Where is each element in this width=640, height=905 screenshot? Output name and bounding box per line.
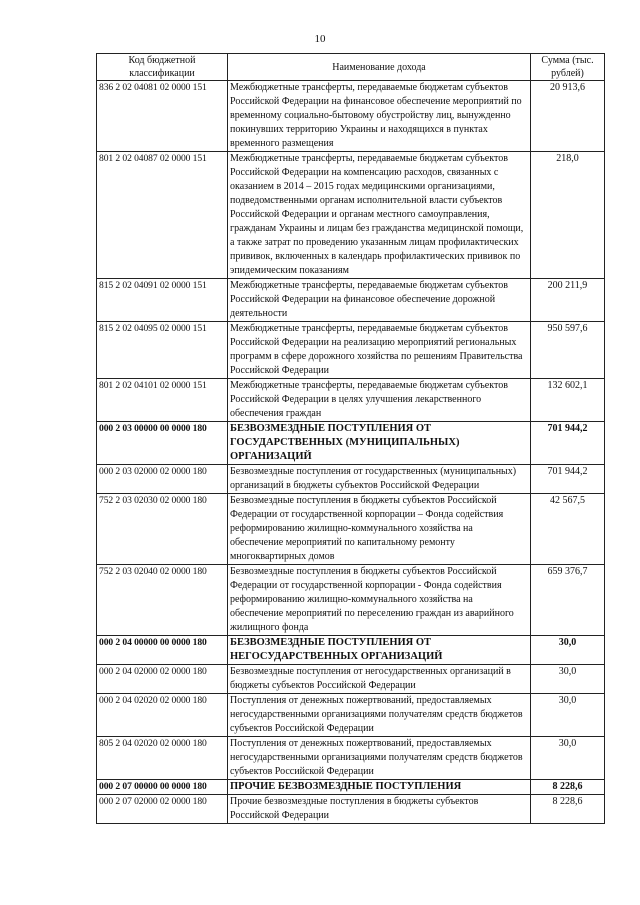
table-header-row xyxy=(97,54,605,81)
table-row xyxy=(97,465,605,494)
name-cell: Межбюджетные трансферты, передаваемые бюджетам субъектов Российской Федерации на реализацию мероприятий региональных программ в сфере дорожного хозяйства по решениям Правительства Российской Федерации xyxy=(228,322,531,379)
code-cell: 815 2 02 04091 02 0000 151 xyxy=(97,279,228,322)
sum-cell: 132 602,1 xyxy=(531,379,605,422)
code-cell: 752 2 03 02040 02 0000 180 xyxy=(97,565,228,636)
name-cell: Поступления от денежных пожертвований, предоставляемых негосударственными организациями получателям средств бюджетов субъектов Российской Федерации xyxy=(228,737,531,780)
sum-cell: 30,0 xyxy=(531,737,605,780)
code-cell: 815 2 02 04095 02 0000 151 xyxy=(97,322,228,379)
sum-cell: 659 376,7 xyxy=(531,565,605,636)
code-cell: 000 2 04 02000 02 0000 180 xyxy=(97,665,228,694)
code-cell: 801 2 02 04101 02 0000 151 xyxy=(97,379,228,422)
name-cell: Безвозмездные поступления от негосударственных организаций в бюджеты субъектов Российской Федерации xyxy=(228,665,531,694)
table-row xyxy=(97,152,605,279)
table-body xyxy=(97,81,605,824)
sum-cell: 42 567,5 xyxy=(531,494,605,565)
sum-cell: 701 944,2 xyxy=(531,422,605,465)
table-row xyxy=(97,422,605,465)
revenue-table xyxy=(96,53,605,824)
name-cell: Межбюджетные трансферты, передаваемые бюджетам субъектов Российской Федерации в целях улучшения лекарственного обеспечения граждан xyxy=(228,379,531,422)
header-code: Код бюджетной классификации xyxy=(97,54,228,81)
name-cell: ПРОЧИЕ БЕЗВОЗМЕЗДНЫЕ ПОСТУПЛЕНИЯ xyxy=(228,780,531,795)
table-row xyxy=(97,636,605,665)
header-sum: Сумма (тыс. рублей) xyxy=(531,54,605,81)
sum-cell: 20 913,6 xyxy=(531,81,605,152)
code-cell: 000 2 04 02020 02 0000 180 xyxy=(97,694,228,737)
name-cell: Безвозмездные поступления в бюджеты субъектов Российской Федерации от государственной корпорации – Фонда содействия реформированию жилищно-коммунального хозяйства на обеспечение мероприятий по капитальному ремонту многоквартирных домов xyxy=(228,494,531,565)
table-row xyxy=(97,780,605,795)
table-row xyxy=(97,694,605,737)
sum-cell: 200 211,9 xyxy=(531,279,605,322)
name-cell: Межбюджетные трансферты, передаваемые бюджетам субъектов Российской Федерации на финансовое обеспечение дорожной деятельности xyxy=(228,279,531,322)
table-row xyxy=(97,737,605,780)
code-cell: 000 2 04 00000 00 0000 180 xyxy=(97,636,228,665)
table-row xyxy=(97,379,605,422)
code-cell: 000 2 07 02000 02 0000 180 xyxy=(97,795,228,824)
table-row xyxy=(97,665,605,694)
sum-cell: 701 944,2 xyxy=(531,465,605,494)
name-cell: БЕЗВОЗМЕЗДНЫЕ ПОСТУПЛЕНИЯ ОТ НЕГОСУДАРСТВЕННЫХ ОРГАНИЗАЦИЙ xyxy=(228,636,531,665)
code-cell: 836 2 02 04081 02 0000 151 xyxy=(97,81,228,152)
sum-cell: 950 597,6 xyxy=(531,322,605,379)
table-row xyxy=(97,565,605,636)
name-cell: Поступления от денежных пожертвований, предоставляемых негосударственными организациями получателям средств бюджетов субъектов Российской Федерации xyxy=(228,694,531,737)
name-cell: Безвозмездные поступления в бюджеты субъектов Российской Федерации от государственной корпорации - Фонда содействия реформированию жилищно-коммунального хозяйства на обеспечение мероприятий по переселению граждан из аварийного жилищного фонда xyxy=(228,565,531,636)
code-cell: 000 2 07 00000 00 0000 180 xyxy=(97,780,228,795)
page-number: 10 xyxy=(314,33,326,45)
sum-cell: 8 228,6 xyxy=(531,780,605,795)
code-cell: 752 2 03 02030 02 0000 180 xyxy=(97,494,228,565)
name-cell: Прочие безвозмездные поступления в бюджеты субъектов Российской Федерации xyxy=(228,795,531,824)
table-row xyxy=(97,322,605,379)
sum-cell: 30,0 xyxy=(531,665,605,694)
code-cell: 000 2 03 02000 02 0000 180 xyxy=(97,465,228,494)
table-row xyxy=(97,494,605,565)
sum-cell: 30,0 xyxy=(531,694,605,737)
table-row xyxy=(97,795,605,824)
code-cell: 801 2 02 04087 02 0000 151 xyxy=(97,152,228,279)
header-name: Наименование дохода xyxy=(228,54,531,81)
code-cell: 805 2 04 02020 02 0000 180 xyxy=(97,737,228,780)
sum-cell: 8 228,6 xyxy=(531,795,605,824)
name-cell: Межбюджетные трансферты, передаваемые бюджетам субъектов Российской Федерации на финансовое обеспечение мероприятий по временному социально-бытовому обустройству лиц, вынужденно покинувших территорию Украины и находящихся в пунктах временного размещения xyxy=(228,81,531,152)
code-cell: 000 2 03 00000 00 0000 180 xyxy=(97,422,228,465)
table-row xyxy=(97,279,605,322)
sum-cell: 218,0 xyxy=(531,152,605,279)
name-cell: Безвозмездные поступления от государственных (муниципальных) организаций в бюджеты субъектов Российской Федерации xyxy=(228,465,531,494)
table-row xyxy=(97,81,605,152)
sum-cell: 30,0 xyxy=(531,636,605,665)
name-cell: БЕЗВОЗМЕЗДНЫЕ ПОСТУПЛЕНИЯ ОТ ГОСУДАРСТВЕННЫХ (МУНИЦИПАЛЬНЫХ) ОРГАНИЗАЦИЙ xyxy=(228,422,531,465)
name-cell: Межбюджетные трансферты, передаваемые бюджетам субъектов Российской Федерации на компенсацию расходов, связанных с оказанием в 2014 – 2015 годах медицинскими организациями, подведомственными органам исполнительной власти субъектов Российской Федерации и органам местного самоуправления, гражданам Украины и лицам без гражданства медицинской помощи, а также затрат по проведению указанным лицам профилактических прививок, включенных в календарь профилактических прививок по эпидемическим показаниям xyxy=(228,152,531,279)
